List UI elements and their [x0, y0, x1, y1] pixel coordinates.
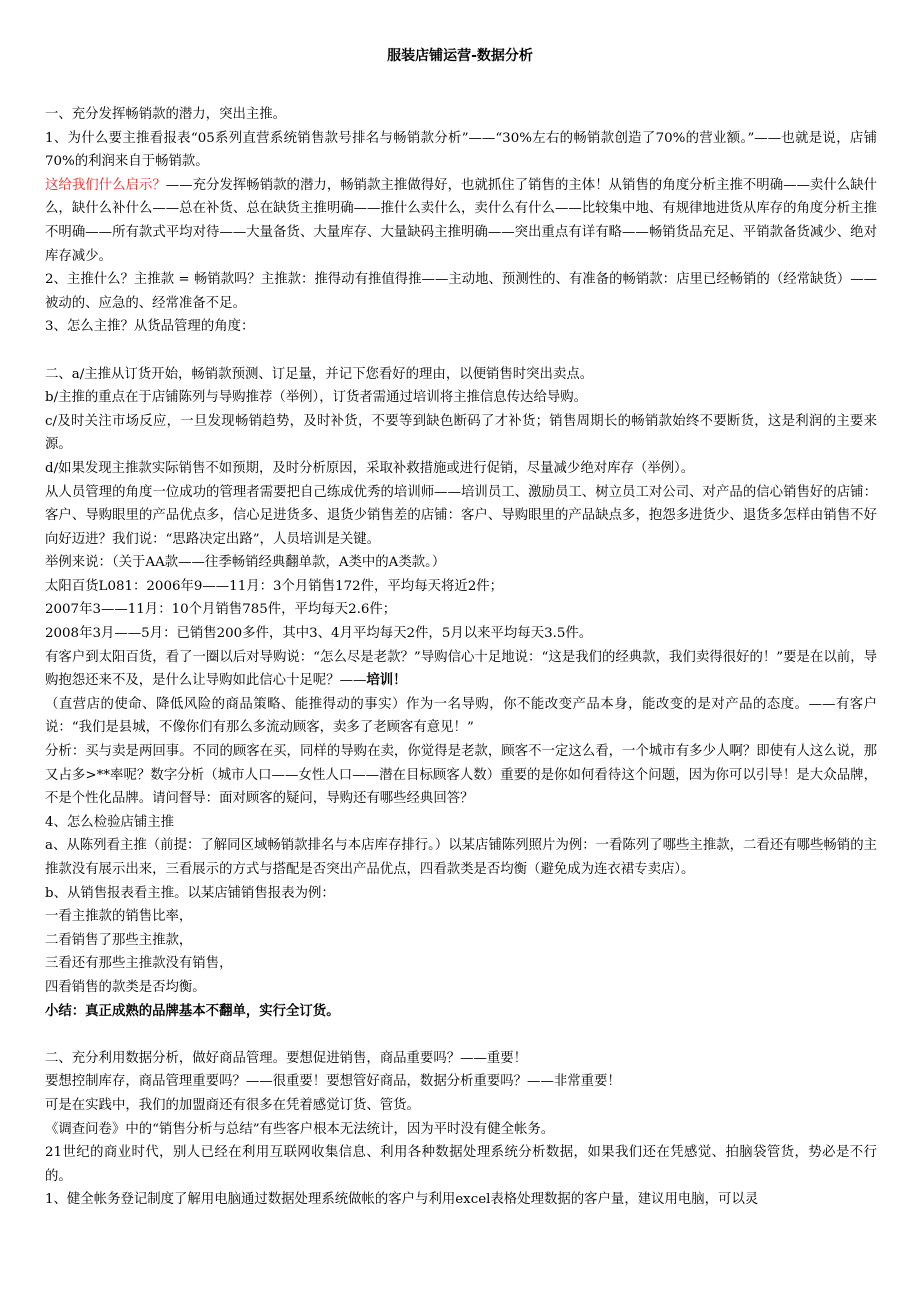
- paragraph-insight: [45, 174, 877, 268]
- paragraph-sales-2007: 2007年3——11月：10个月销售785件，平均每天2.6件；: [45, 602, 397, 618]
- paragraph-how-to-promote: 3、怎么主推？从货品管理的角度：: [45, 319, 255, 335]
- paragraph-point-a: 二、a/主推从订货开始，畅销款预测、订足量，并记下您看好的理由，以便销售时突出卖点。: [45, 366, 594, 382]
- paragraph-check-report: b、从销售报表看主推。以某店铺销售报表为例：: [45, 885, 335, 901]
- customer-dialog-text: 有客户到太阳百货，看了一圈以后对导购说：“怎么尽是老款？”导购信心十足地说：“这是我们的经典款，我们卖得很好的！”要是在以前，导购抱怨还来不及，是什么让导购如此信心十足呢？——: [45, 649, 877, 689]
- section-heading-1: 一、充分发挥畅销款的潜力，突出主推。: [45, 107, 287, 122]
- paragraph-why-promote: 1、为什么要主推看报表“05系列直营系统销售款号排名与畅销款分析”——“30%左右的畅销款创造了70%的营业额。”——也就是说，店铺70%的利润来自于畅销款。: [45, 130, 877, 170]
- paragraph-21st-century: 21世纪的商业时代，别人已经在利用互联网收集信息、利用各种数据处理系统分析数据，如果我们还在凭感觉、拍脑袋管货，势必是不行的。: [45, 1145, 877, 1184]
- paragraph-practice: 可是在实践中，我们的加盟商还有很多在凭着感觉订货、管货。: [45, 1097, 420, 1113]
- blank-line: [45, 1023, 877, 1047]
- paragraph-accounting: 1、健全帐务登记制度了解用电脑通过数据处理系统做帐的客户与利用excel表格处理数据的客户量，建议用电脑，可以灵: [45, 1192, 759, 1208]
- training-emphasis: 培训！: [366, 672, 407, 689]
- paragraph-inventory-control: 要想控制库存，商品管理重要吗？——很重要！要想管好商品，数据分析重要吗？——非常重要！: [45, 1074, 621, 1090]
- paragraph-how-to-check: 4、怎么检验店铺主推: [45, 814, 175, 830]
- paragraph-analysis: 分析：买与卖是两回事。不同的顾客在买，同样的导购在卖，你觉得是老款，顾客不一定这么看，一个城市有多少人啊？即使有人这么说，那又占多>**率呢？数字分析（城市人口——女性人口——潜在目标顾客人数）重要的是你如何看待这个问题，因为你可以引导！是大众品牌，不是个性化品牌。请问督导：面对顾客的疑问，导购还有哪些经典回答？: [45, 744, 877, 807]
- insight-highlight: 这给我们什么启示？: [45, 177, 166, 193]
- paragraph-check-display: a、从陈列看主推（前提：了解同区域畅销款排名与本店库存排行。）以某店铺陈列照片为例：一看陈列了哪些主推款，二看还有哪些畅销的主推款没有展示出来，三看展示的方式与搭配是否突出产品优点，四看款类是否均衡（避免成为连衣裙专卖店）。: [45, 838, 877, 877]
- insight-text: ——充分发挥畅销款的潜力，畅销款主推做得好，也就抓住了销售的主体！从销售的角度分析主推不明确——卖什么缺什么，缺什么补什么——总在补货、总在缺货主推明确——推什么卖什么，卖什么有什么——比较集中地、有规律地进货从库存的角度分析主推不明确——所有款式平均对待——大量备货、大量库存、大量缺码主推明确——突出重点有详有略——畅销货品充足、平销款备货减少、绝对库存减少。: [45, 177, 878, 264]
- paragraph-summary: 小结：真正成熟的品牌基本不翻单，实行全订货。: [45, 1002, 340, 1019]
- paragraph-survey: 《调查问卷》中的“销售分析与总结”有些客户根本无法统计，因为平时没有健全帐务。: [45, 1121, 555, 1137]
- blank-line: [45, 339, 877, 363]
- list-item-4: 四看销售的款类是否均衡。: [45, 979, 206, 995]
- list-item-1: 一看主推款的销售比率，: [45, 909, 193, 925]
- paragraph-point-b: b/主推的重点在于店铺陈列与导购推荐（举例），订货者需通过培训将主推信息传达给导购。: [45, 390, 588, 406]
- section-heading-2: 二、充分利用数据分析，做好商品管理。要想促进销售，商品重要吗？——重要！: [45, 1050, 528, 1066]
- paragraph-example-intro: 举例来说：（关于AA款——往季畅销经典翻单款，A类中的A类款。）: [45, 555, 446, 571]
- paragraph-sales-2006: 太阳百货L081：2006年9——11月：3个月销售172件，平均每天将近2件；: [45, 578, 504, 594]
- document-title: 服装店铺运营-数据分析: [387, 48, 533, 64]
- paragraph-staff-management: 从人员管理的角度一位成功的管理者需要把自己练成优秀的培训师——培训员工、激励员工、树立员工对公司、对产品的信心销售好的店铺：客户、导购眼里的产品优点多，信心足进货多、退货少销售差的店铺：客户、导购眼里的产品缺点多，抱怨多进货少、退货多怎样由销售不好向好迈进？我们说：“思路决定出路”，人员培训是关键。: [45, 484, 877, 547]
- document-body: [45, 103, 877, 1212]
- list-item-2: 二看销售了那些主推款，: [45, 932, 193, 948]
- list-item-3: 三看还有那些主推款没有销售，: [45, 956, 233, 972]
- paragraph-what-to-promote: 2、主推什么？主推款 = 畅销款吗？主推款：推得动有推值得推——主动地、预测性的、有准备的畅销款：店里已经畅销的（经常缺货）——被动的、应急的、经常准备不足。: [45, 272, 877, 311]
- paragraph-point-c: c/及时关注市场反应，一旦发现畅销趋势，及时补货，不要等到缺色断码了才补货；销售周期长的畅销款始终不要断货，这是利润的主要来源。: [45, 413, 877, 453]
- paragraph-customer-dialog: [45, 646, 877, 693]
- paragraph-point-d: d/如果发现主推款实际销售不如预期，及时分析原因，采取补救措施或进行促销，尽量减少绝对库存（举例）。: [45, 460, 695, 476]
- paragraph-store-mission: （直营店的使命、降低风险的商品策略、能推得动的事实）作为一名导购，你不能改变产品本身，能改变的是对产品的态度。——有客户说：“我们是县城，不像你们有那么多流动顾客，卖多了老顾客有意见！”: [45, 696, 877, 736]
- paragraph-sales-2008: 2008年3月——5月：已销售200多件，其中3、4月平均每天2件，5月以来平均每天3.5件。: [45, 626, 593, 642]
